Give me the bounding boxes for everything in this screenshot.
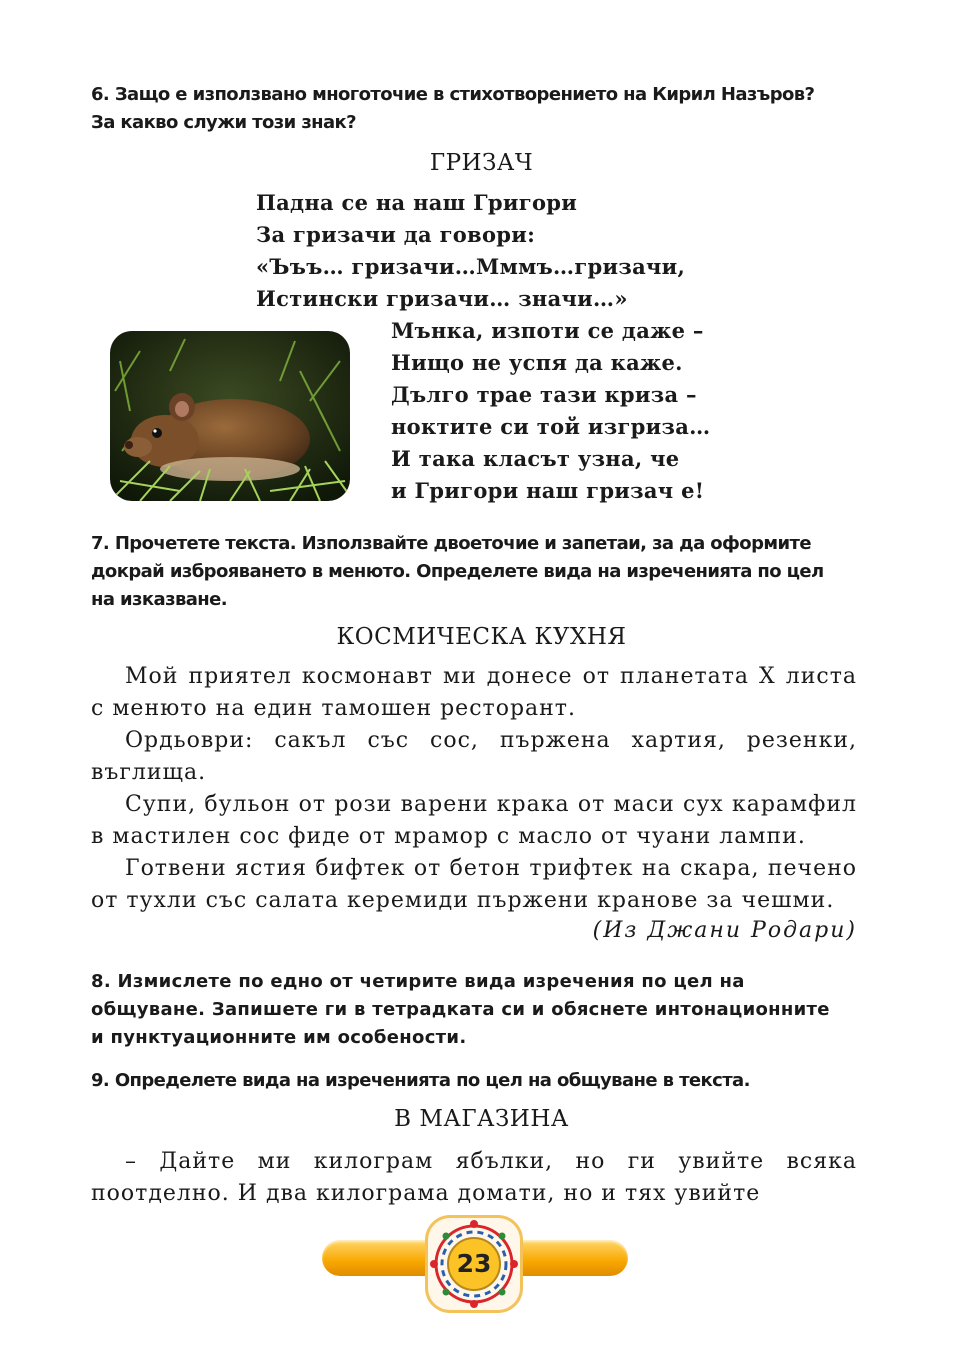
task-7 (91, 530, 871, 614)
task-8-line-3: и пунктуационните им особености. (91, 1027, 467, 1048)
mouse-illustration (110, 331, 350, 501)
task-8-line-2: общуване. Запишете ги в тетрадката си и обяснете интонационните (91, 999, 830, 1020)
poem-title: ГРИЗАЧ (429, 150, 534, 176)
poem-line: Нищо не успя да каже. (391, 350, 683, 375)
task-6-line-1: 6. Защо е използвано многоточие в стихотворението на Кирил Назъров? (91, 84, 815, 105)
poem-line: И така класът узна, че (391, 446, 680, 471)
kitchen-title: КОСМИЧЕСКА КУХНЯ (336, 624, 627, 650)
task-8 (91, 968, 871, 1052)
task-7-line-1: 7. Прочетете текста. Използвайте двоеточие и запетаи, за да оформите (91, 533, 811, 554)
poem-line: Дълго трае тази криза – (391, 382, 697, 407)
task-6 (91, 81, 871, 137)
task-6-line-2: За какво служи този знак? (91, 112, 357, 133)
shop-paragraph: – Дайте ми килограм ябълки, но ги увийте всяка поотделно. И два килограма домати, но и тях увийте (91, 1149, 857, 1206)
mouse-photo (110, 331, 350, 501)
poem-line: и Григори наш гризач е! (391, 478, 705, 503)
kitchen-paragraph: Готвени ястия бифтек от бетон трифтек на скара, печено от тухли със салата керемиди пържени кранове за чешми. (91, 856, 857, 913)
poem-line: «Ъъъ… гризачи…Мммъ…гризачи, (256, 254, 686, 279)
footer-bar-right (504, 1240, 628, 1276)
poem-line: За гризачи да говори: (256, 222, 536, 247)
poem-line: Падна се на наш Григори (256, 190, 578, 215)
poem-line: ноктите си той изгриза… (391, 414, 711, 439)
kitchen-paragraph: Супи, бульон от рози варени крака от маси сух карамфил в мастилен сос фиде от мрамор с масло от чуани лампи. (91, 792, 857, 849)
task-8-line-1: 8. Измислете по едно от четирите вида изречения по цел на (91, 971, 745, 992)
page-number: 23 (447, 1237, 501, 1291)
task-7-line-3: на изказване. (91, 589, 227, 610)
kitchen-text (91, 661, 857, 917)
shop-text (91, 1146, 857, 1210)
kitchen-paragraph: Мой приятел космонавт ми донесе от планетата Х листа с менюто на един тамошен ресторант. (91, 664, 857, 721)
poem-line: Истински гризачи… значи…» (256, 286, 628, 311)
task-7-line-2: докрай изброяването в менюто. Определете вида на изреченията по цел (91, 561, 824, 582)
kitchen-paragraph: Ордьоври: сакъл със сос, пържена хартия, резенки, въглища. (91, 728, 857, 785)
poem-line: Мънка, изпоти се даже – (391, 318, 704, 343)
kitchen-attribution: (Из Джани Родари) (592, 918, 857, 943)
task-9-line-1: 9. Определете вида на изреченията по цел на общуване в текста. (91, 1070, 750, 1091)
shop-title: В МАГАЗИНА (394, 1106, 569, 1132)
task-9 (91, 1067, 871, 1095)
